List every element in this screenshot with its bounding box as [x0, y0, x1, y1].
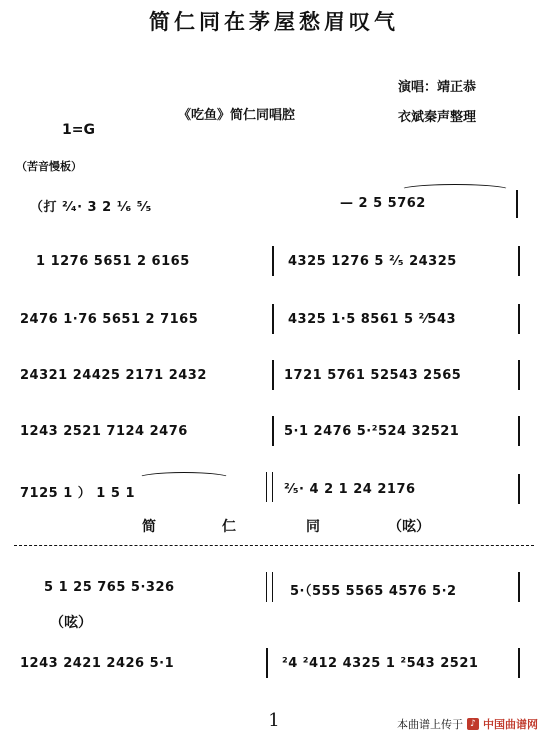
- score-row-5-left: 1243 2521 7124 2476: [20, 424, 188, 439]
- double-barline: [266, 472, 273, 502]
- barline: [518, 474, 520, 504]
- footer-text: 本曲谱上传于: [397, 718, 463, 731]
- lyric-syllable: 简: [142, 519, 156, 535]
- score-row-6-right: ²⁄₅· 4 2 1 24 2176: [284, 482, 416, 497]
- barline: [272, 246, 274, 276]
- footer-site-link[interactable]: 中国曲谱网: [483, 718, 538, 731]
- barline: [518, 360, 520, 390]
- barline: [518, 572, 520, 602]
- lyric-syllable: 同: [306, 519, 320, 535]
- score-row-4-right: 1721 5761 52543 2565: [284, 368, 462, 383]
- barline: [518, 246, 520, 276]
- barline: [516, 190, 518, 218]
- page-number: 1: [268, 710, 280, 731]
- double-barline: [266, 572, 273, 602]
- score-row-2-left: 1 1276 5651 2 6165: [36, 254, 190, 269]
- barline: [272, 304, 274, 334]
- score-row-8-left: 1243 2421 2426 5·1: [20, 656, 175, 671]
- score-row-2-right: 4325 1276 5 ²⁄₅ 24325: [288, 254, 457, 269]
- score-row-4-left: 24321 24425 2171 2432: [20, 368, 207, 383]
- section-divider: [14, 545, 534, 546]
- barline: [266, 648, 268, 678]
- barline: [272, 416, 274, 446]
- score-row-7-right: 5·（555 5565 4576 5·2: [290, 584, 457, 599]
- score-row-1-right: — 2 5 5762: [340, 196, 426, 211]
- site-logo-icon: ♪: [467, 718, 479, 730]
- performer-credit: 演唱：靖正恭: [398, 80, 477, 95]
- lyric-syllable: （呟）: [388, 519, 430, 535]
- lyric-syllable: 仁: [222, 519, 236, 535]
- barline: [518, 648, 520, 678]
- score-row-3-right: 4325 1·5 8561 5 ²⁄543: [288, 312, 457, 327]
- score-row-1-left: （打 ²⁄₄· 3 2 ¹⁄₆ ⁵⁄₅: [30, 200, 152, 215]
- score-row-7-left: 5 1 25 765 5·326: [44, 580, 175, 595]
- key-signature: 1=G: [62, 122, 95, 138]
- aria-subtitle: 《吃鱼》简仁同唱腔: [178, 108, 296, 123]
- arranger-credit: 衣斌秦声整理: [398, 110, 477, 125]
- upload-footer: [397, 716, 538, 732]
- barline: [272, 360, 274, 390]
- score-row-5-right: 5·1 2476 5·²524 32521: [284, 424, 460, 439]
- lyric-syllable: （呟）: [50, 615, 92, 631]
- score-row-8-right: ²4 ²412 4325 1 ²543 2521: [282, 656, 479, 671]
- tempo-marking: （苦音慢板）: [16, 160, 82, 173]
- tie-arc: [138, 472, 230, 484]
- tie-arc: [400, 184, 510, 196]
- score-row-6-left: 7125 1 ） 1 5 1: [20, 486, 135, 501]
- barline: [518, 416, 520, 446]
- score-row-3-left: 2476 1·76 5651 2 7165: [20, 312, 199, 327]
- score-title: 简仁同在茅屋愁眉叹气: [149, 9, 399, 34]
- barline: [518, 304, 520, 334]
